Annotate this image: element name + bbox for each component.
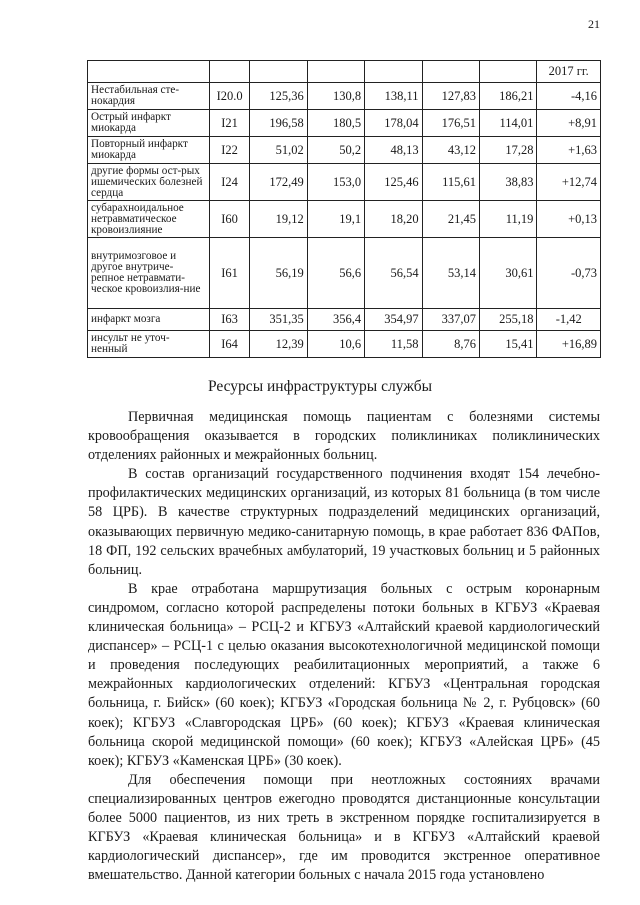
- rate-value: 115,61: [422, 164, 479, 201]
- rate-value: 178,04: [365, 110, 422, 137]
- paragraph: В крае отработана маршрутизация больных с острым коронарным синдромом, согласно которой распределены потоки больных в КГБУЗ «Краевая клиническая больница» – РСЦ-2 и КГБУЗ «Алтайский краевой кардиологический диспансер» – РСЦ-1 с целью оказания высокотехнологичной медицинской помощи и проведения последующих реабилитационных мероприятий, а также 6 межрайонных кардиологических отделений: КГБУЗ «Центральная городская больница, г. Бийск» (60 коек); КГБУЗ «Городская больница № 2, г. Рубцовск» (60 коек); КГБУЗ «Славгородская ЦРБ» (60 коек); КГБУЗ «Краевая клиническая больница скорой медицинской помощи» (60 коек); КГБУЗ «Алейская ЦРБ» (45 коек); КГБУЗ «Каменская ЦРБ» (30 коек).: [88, 580, 600, 769]
- rate-value: 11,58: [365, 331, 422, 358]
- table-row: [88, 83, 601, 110]
- rate-value: 351,35: [250, 309, 307, 331]
- rate-value: 56,19: [250, 238, 307, 309]
- change-value: +1,63: [537, 137, 601, 164]
- icd-code: I64: [209, 331, 249, 358]
- rate-value: 196,58: [250, 110, 307, 137]
- rate-value: 130,8: [307, 83, 364, 110]
- disease-name: Острый инфаркт миокарда: [88, 110, 210, 137]
- header-cell: [480, 61, 537, 83]
- header-year-cell: 2017 гг.: [537, 61, 601, 83]
- rate-value: 12,39: [250, 331, 307, 358]
- rate-value: 11,19: [480, 201, 537, 238]
- rate-value: 19,1: [307, 201, 364, 238]
- change-value: +8,91: [537, 110, 601, 137]
- change-value: -4,16: [537, 83, 601, 110]
- icd-code: I22: [209, 137, 249, 164]
- change-value: +12,74: [537, 164, 601, 201]
- rate-value: 172,49: [250, 164, 307, 201]
- rate-value: 186,21: [480, 83, 537, 110]
- disease-name: внутримозговое и другое внутриче-репное нетравмати-ческое кровоизлия-ние: [88, 238, 210, 309]
- header-cell: [365, 61, 422, 83]
- rate-value: 56,6: [307, 238, 364, 309]
- icd-code: I24: [209, 164, 249, 201]
- rate-value: 125,36: [250, 83, 307, 110]
- header-cell: [209, 61, 249, 83]
- rate-value: 153,0: [307, 164, 364, 201]
- rate-value: 8,76: [422, 331, 479, 358]
- header-cell: [88, 61, 210, 83]
- rate-value: 10,6: [307, 331, 364, 358]
- header-cell: [422, 61, 479, 83]
- table-row: [88, 201, 601, 238]
- table-row: [88, 309, 601, 331]
- change-value: +16,89: [537, 331, 601, 358]
- header-cell: [250, 61, 307, 83]
- rate-value: 21,45: [422, 201, 479, 238]
- icd-code: I61: [209, 238, 249, 309]
- rate-value: 337,07: [422, 309, 479, 331]
- rate-value: 255,18: [480, 309, 537, 331]
- change-value: +0,13: [537, 201, 601, 238]
- cardio-statistics-table: [87, 60, 601, 358]
- rate-value: 15,41: [480, 331, 537, 358]
- paragraph: Для обеспечения помощи при неотложных состояниях врачами специализированных центров ежегодно проводятся дистанционные консультации более 5000 пациентов, из них треть в экстренном порядке госпитализируется в КГБУЗ «Краевая клиническая больница» и в КГБУЗ «Алтайский краевой кардиологический диспансер», где им проводится экстренное оперативное вмешательство. Данной категории больных с начала 2015 года установлено: [88, 771, 600, 884]
- rate-value: 176,51: [422, 110, 479, 137]
- rate-value: 114,01: [480, 110, 537, 137]
- rate-value: 30,61: [480, 238, 537, 309]
- table-row: [88, 137, 601, 164]
- rate-value: 138,11: [365, 83, 422, 110]
- section-title: Ресурсы инфраструктуры службы: [207, 378, 433, 395]
- rate-value: 127,83: [422, 83, 479, 110]
- disease-name: инсульт не уточ-ненный: [88, 331, 210, 358]
- icd-code: I20.0: [209, 83, 249, 110]
- rate-value: 51,02: [250, 137, 307, 164]
- disease-name: другие формы ост-рых ишемических болезней сердца: [88, 164, 210, 201]
- rate-value: 43,12: [422, 137, 479, 164]
- rate-value: 356,4: [307, 309, 364, 331]
- page-number: 21: [588, 17, 600, 31]
- paragraph: В состав организаций государственного подчинения входят 154 лечебно-профилактических медицинских организаций, из которых 81 больница (в том числе 58 ЦРБ). В качестве структурных подразделений медицинских организаций, оказывающих первичную медико-санитарную помощь, в крае работает 836 ФАПов, 18 ФП, 192 сельских врачебных амбулаторий, 19 участковых больниц и 5 районных больниц.: [88, 466, 600, 578]
- rate-value: 125,46: [365, 164, 422, 201]
- rate-value: 38,83: [480, 164, 537, 201]
- rate-value: 354,97: [365, 309, 422, 331]
- change-value: -1,42: [537, 309, 601, 331]
- disease-name: Нестабильная сте-нокардия: [88, 83, 210, 110]
- rate-value: 180,5: [307, 110, 364, 137]
- disease-name: субарахноидальное нетравматическое кровоизлияние: [88, 201, 210, 238]
- rate-value: 17,28: [480, 137, 537, 164]
- table-row: [88, 110, 601, 137]
- icd-code: I63: [209, 309, 249, 331]
- table-row: [88, 331, 601, 358]
- rate-value: 56,54: [365, 238, 422, 309]
- change-value: -0,73: [537, 238, 601, 309]
- disease-name: Повторный инфаркт миокарда: [88, 137, 210, 164]
- rate-value: 19,12: [250, 201, 307, 238]
- table-row: [88, 238, 601, 309]
- rate-value: 53,14: [422, 238, 479, 309]
- icd-code: I60: [209, 201, 249, 238]
- rate-value: 50,2: [307, 137, 364, 164]
- body-text: [88, 408, 600, 885]
- icd-code: I21: [209, 110, 249, 137]
- paragraph: Первичная медицинская помощь пациентам с болезнями системы кровообращения оказывается в городских поликлиниках поликлинических отделениях районных и межрайонных больниц.: [88, 409, 600, 464]
- table-row: [88, 164, 601, 201]
- table-header-row: [88, 61, 601, 83]
- rate-value: 48,13: [365, 137, 422, 164]
- header-cell: [307, 61, 364, 83]
- rate-value: 18,20: [365, 201, 422, 238]
- disease-name: инфаркт мозга: [88, 309, 210, 331]
